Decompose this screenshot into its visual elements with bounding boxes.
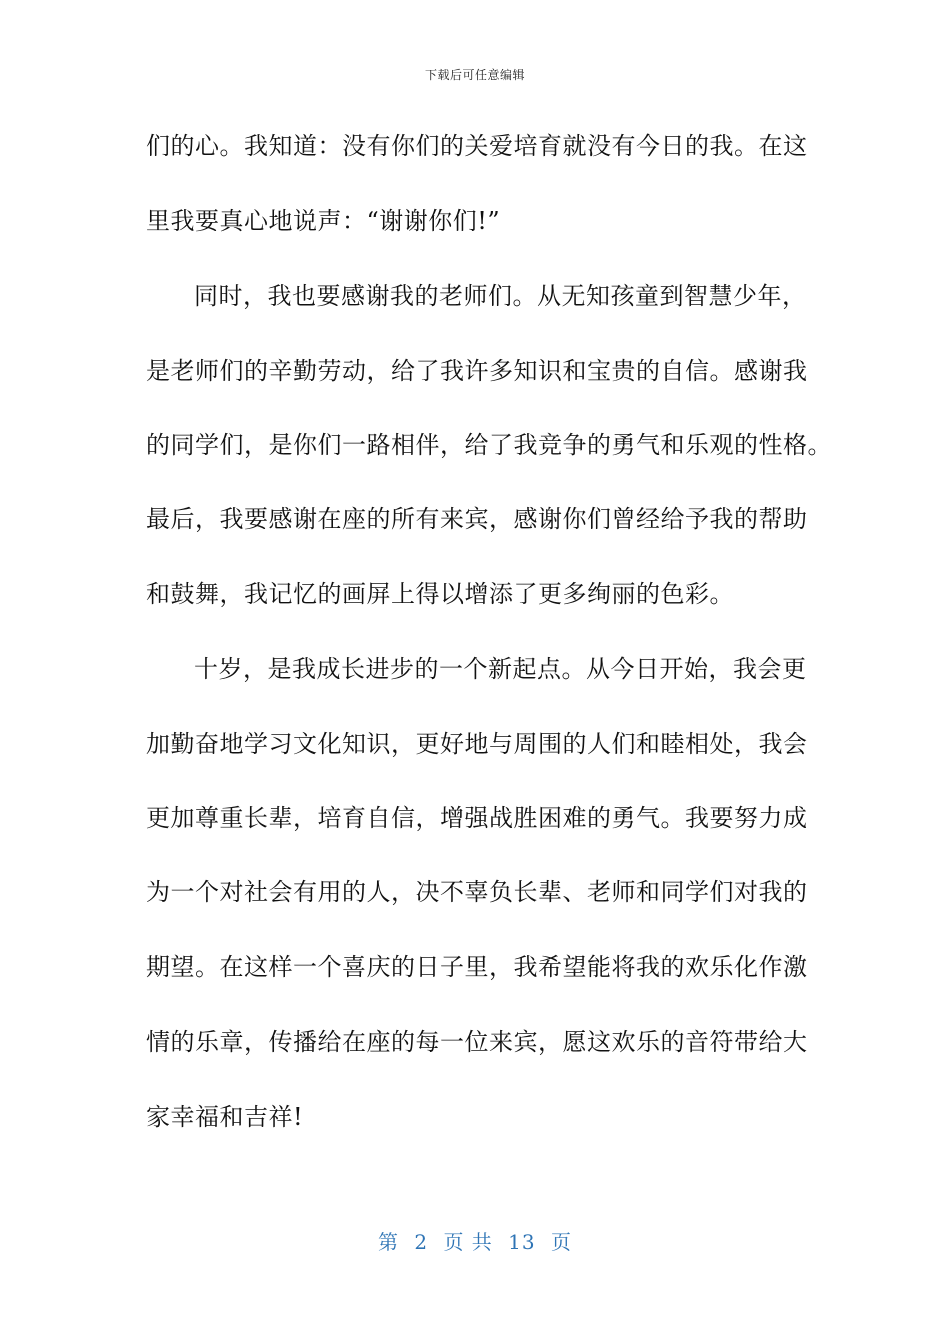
- body-line-11: 为一个对社会有用的人，决不辜负长辈、老师和同学们对我的: [146, 878, 808, 906]
- footer-suffix: 页: [550, 1230, 572, 1254]
- body-line-12: 期望。在这样一个喜庆的日子里，我希望能将我的欢乐化作激: [146, 953, 808, 981]
- body-line-3: 同时，我也要感谢我的老师们。从无知孩童到智慧少年，: [194, 282, 807, 310]
- body-line-14: 家幸福和吉祥!: [146, 1103, 304, 1131]
- body-line-1: 们的心。我知道：没有你们的关爱培育就没有今日的我。在这: [146, 132, 808, 160]
- body-line-6: 最后，我要感谢在座的所有来宾，感谢你们曾经给予我的帮助: [146, 505, 808, 533]
- footer-prefix: 第: [378, 1230, 399, 1254]
- footer-middle: 页 共: [443, 1230, 493, 1254]
- body-line-5: 的同学们，是你们一路相伴，给了我竞争的勇气和乐观的性格。: [146, 431, 832, 459]
- body-line-9: 加勤奋地学习文化知识，更好地与周围的人们和睦相处，我会: [146, 730, 808, 758]
- body-line-13: 情的乐章，传播给在座的每一位来宾，愿这欢乐的音符带给大: [146, 1028, 808, 1056]
- page-footer: [0, 1226, 950, 1255]
- body-line-4: 是老师们的辛勤劳动，给了我许多知识和宝贵的自信。感谢我: [146, 357, 808, 385]
- page-header: 下载后可任意编辑: [424, 68, 525, 82]
- footer-total-pages: 13: [508, 1230, 536, 1254]
- body-line-10: 更加尊重长辈，培育自信，增强战胜困难的勇气。我要努力成: [146, 804, 808, 832]
- body-line-8: 十岁，是我成长进步的一个新起点。从今日开始，我会更: [194, 655, 807, 683]
- footer-page-number: 2: [414, 1230, 429, 1254]
- body-line-7: 和鼓舞，我记忆的画屏上得以增添了更多绚丽的色彩。: [146, 580, 734, 608]
- body-line-2: 里我要真心地说声：“谢谢你们!”: [146, 207, 501, 235]
